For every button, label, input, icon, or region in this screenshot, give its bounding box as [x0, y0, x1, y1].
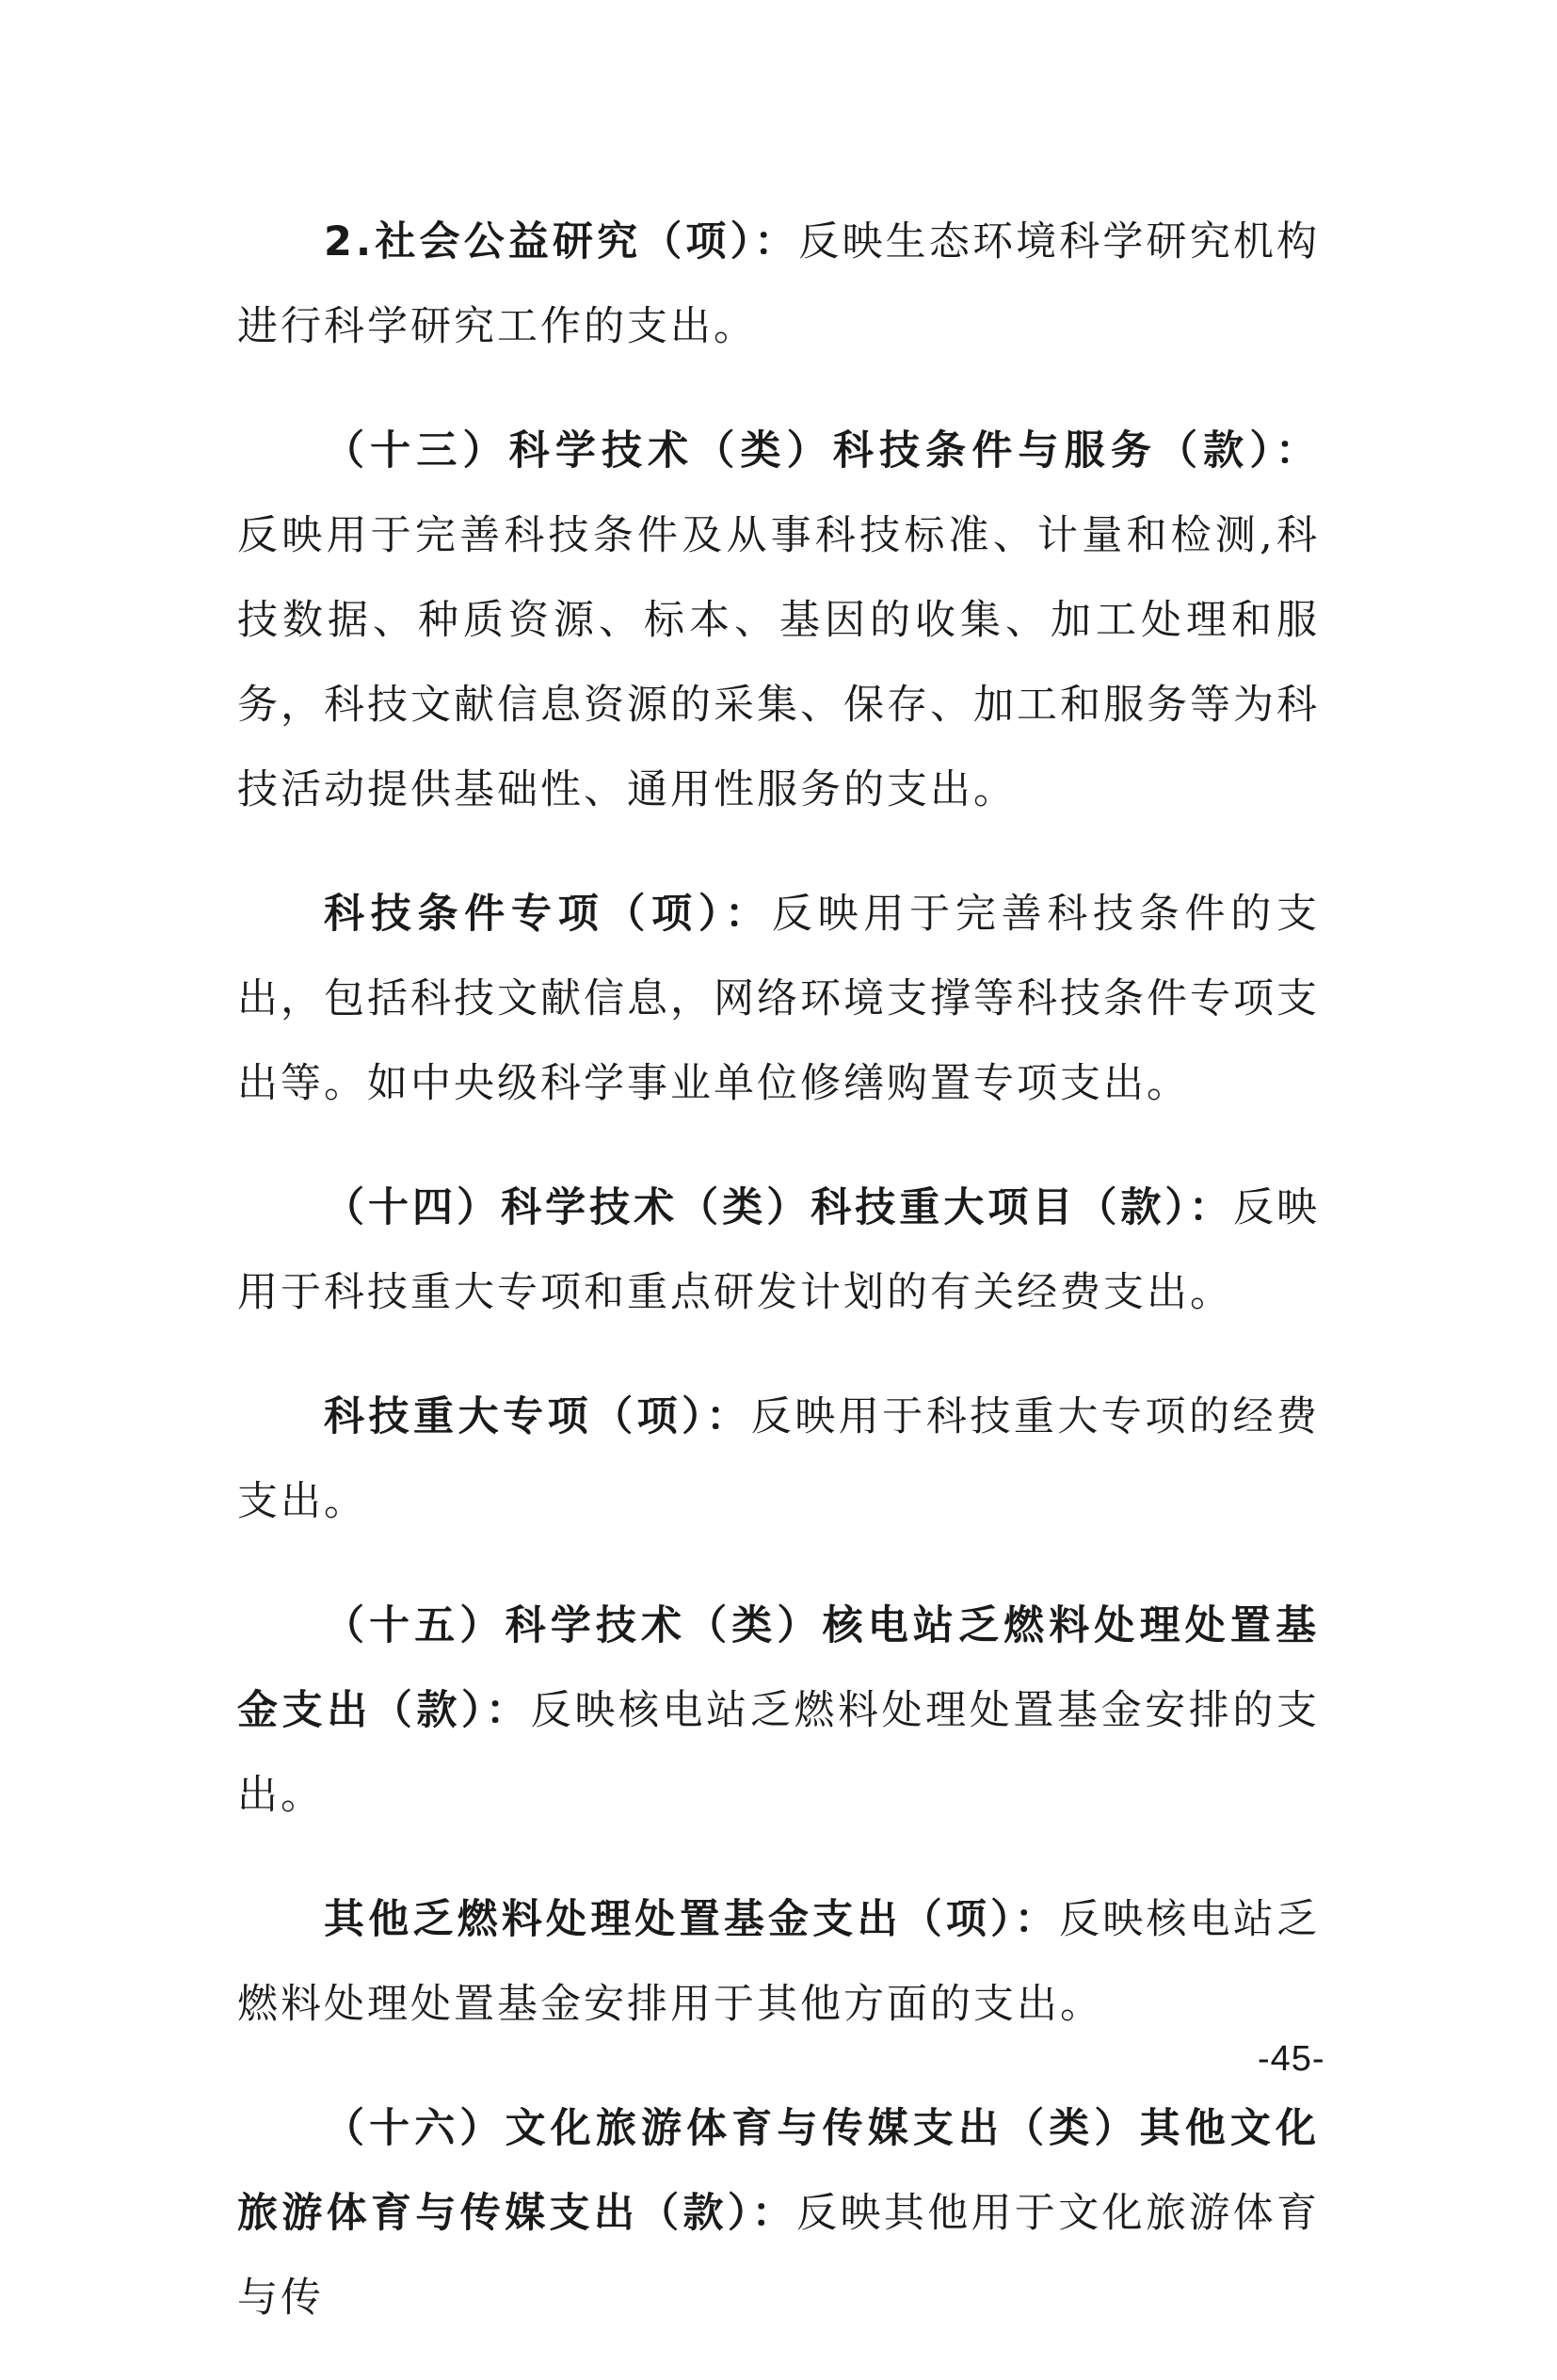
paragraph-text: 反映生态环境科学研究机构进行科学研究工作的支出。	[237, 218, 1320, 350]
paragraph-text: 反映核电站乏燃料处理处置基金安排用于其他方面的支出。	[237, 1896, 1321, 2028]
paragraph-heading: 科技条件专项（项）：	[324, 891, 772, 938]
paragraph-heading: （十四）科学技术（类）科技重大项目（款）：	[324, 1184, 1233, 1231]
paragraph-text: 反映核电站乏燃料处理处置基金安排的支出。	[237, 1687, 1321, 1819]
paragraph-text: 反映用于科技重大专项和重点研发计划的有关经费支出。	[237, 1184, 1321, 1316]
paragraph-text: 反映用于科技重大专项的经费支出。	[237, 1393, 1321, 1525]
paragraph-tech-conditions-services	[237, 409, 1320, 832]
paragraph-heading: （十五）科学技术（类）核电站乏燃料处理处置基金支出（款）：	[237, 1602, 1320, 1734]
paragraph-text: 反映用于完善科技条件的支出，包括科技文献信息，网络环境支撑等科技条件专项支出等。如中央级科学事业单位修缮购置专项支出。	[237, 891, 1321, 1107]
paragraph-culture-tourism-sports-media	[237, 2086, 1320, 2340]
paragraph-social-welfare-research	[237, 200, 1320, 369]
paragraph-heading: 科技重大专项（项）：	[324, 1393, 751, 1440]
paragraph-spent-fuel-fund	[237, 1584, 1320, 1838]
paragraph-heading: （十三）科学技术（类）科技条件与服务（款）：	[324, 427, 1320, 474]
paragraph-heading: （十六）文化旅游体育与传媒支出（类）其他文化旅游体育与传媒支出（款）：	[237, 2105, 1320, 2237]
paragraph-text: 反映用于完善科技条件及从事科技标准、计量和检测,科技数据、种质资源、标本、基因的收集、加工处理和服务，科技文献信息资源的采集、保存、加工和服务等为科技活动提供基础性、通用性服务的支出。	[237, 512, 1320, 813]
paragraph-heading: 其他乏燃料处理处置基金支出（项）：	[324, 1896, 1059, 1943]
paragraph-major-tech-projects	[237, 1166, 1320, 1335]
paragraph-major-tech-special	[237, 1375, 1320, 1544]
paragraph-tech-conditions-special	[237, 872, 1320, 1126]
paragraph-text: 反映其他用于文化旅游体育与传	[237, 2190, 1321, 2322]
page-number: -45-	[1258, 2039, 1325, 2079]
paragraph-other-spent-fuel	[237, 1877, 1320, 2047]
paragraph-heading: 2.社会公益研究（项）：	[324, 218, 799, 265]
document-body	[237, 200, 1320, 2380]
